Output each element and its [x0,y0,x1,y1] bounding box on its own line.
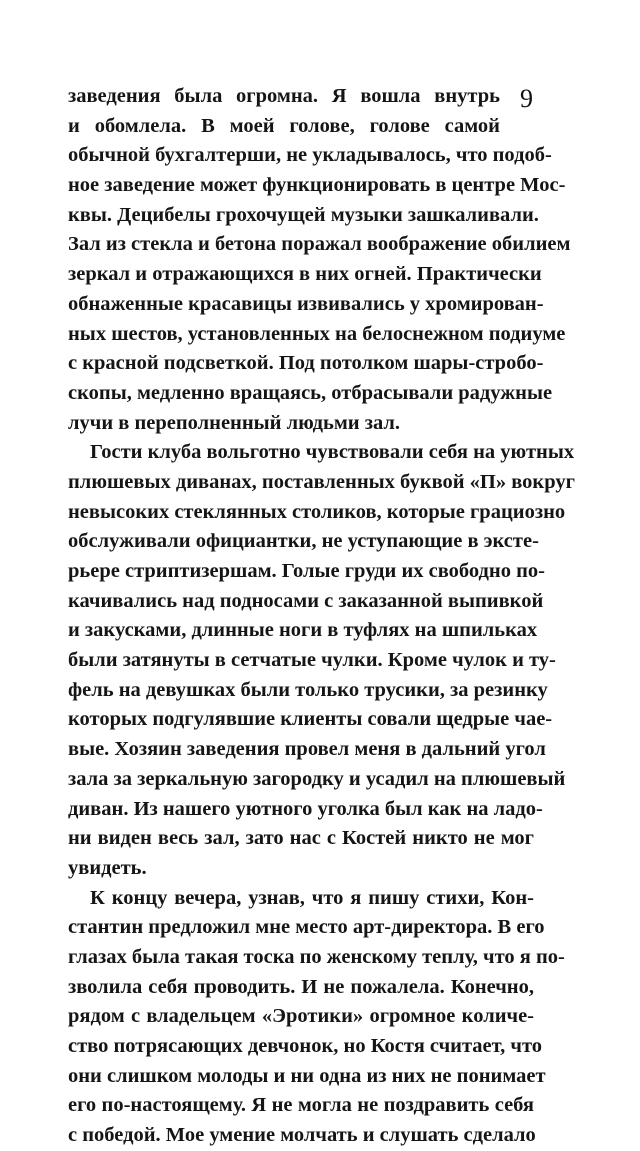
text-line: лучи в переполненный людьми зал. [68,411,401,434]
text-line: стантин предложил мне место арт-директора. В его [68,916,545,939]
text-line: качивались над подносами с заказанной выпивкой [68,589,544,612]
text-line: они слишком молоды и ни одна из них не понимает [68,1064,546,1087]
text-line: ных шестов, установленных на белоснежном подиуме [68,322,566,345]
text-line: ство потрясающих девчонок, но Костя считает, что [68,1035,543,1057]
text-line: К концу вечера, узнав, что я пишу стихи, Кон- [90,886,534,909]
text-line: скопы, медленно вращаясь, отбрасывали радужные [68,381,553,404]
text-line: обычной бухгалтерши, не укладывалось, что подоб- [68,144,552,167]
text-line: фель на девушках были только трусики, за резинку [68,678,548,701]
text-line: зала за зеркальную загородку и усадил на плюшевый [68,767,566,790]
body-text [68,82,575,1151]
text-line: были затянуты в сетчатые чулки. Кроме чулок и ту- [68,649,556,672]
text-line: квы. Децибелы грохочущей музыки зашкаливали. [68,203,539,226]
text-line: его по-настоящему. Я не могла не поздравить себя [68,1094,534,1117]
page-number: 9 [520,84,533,113]
text-line: заведения была огромна. Я вошла внутрь [68,85,500,107]
text-line: с красной подсветкой. Под потолком шары-стробо- [68,352,544,375]
text-line: рядом с владельцем «Эротики» огромное количе- [68,1005,534,1028]
text-line: с победой. Мое умение молчать и слушать сделало [68,1124,536,1147]
text-line: обнаженные красавицы извивались у хромирован- [68,292,544,315]
text-line: глазах была такая тоска по женскому теплу, что я по- [68,945,565,968]
text-line: и закусками, длинные ноги в туфлях на шпильках [68,619,538,642]
text-line: плюшевых диванах, поставленных буквой «П» вокруг [68,470,575,493]
text-line: ное заведение может функционировать в центре Мос- [68,174,566,197]
text-line: рьере стриптизершам. Голые груди их свободно по- [68,560,546,582]
text-line: и обомлела. В моей голове, голове самой [68,114,500,137]
text-line: увидеть. [68,856,147,879]
text-line: диван. Из нашего уютного уголка был как на ладо- [68,797,543,820]
text-line: зеркал и отражающихся в них огней. Практически [68,263,542,286]
text-line: обслуживали официантки, не уступающие в эксте- [68,530,539,553]
text-line: невысоких стеклянных столиков, которые грациозно [68,500,566,523]
text-line: вые. Хозяин заведения провел меня в дальний угол [68,738,546,761]
text-line: зволила себя проводить. И не пожалела. Конечно, [68,975,534,998]
text-line: Зал из стекла и бетона поражал воображение обилием [68,233,571,256]
text-line: ни виден весь зал, зато нас с Костей никто не мог [68,827,534,850]
text-line: Гости клуба вольготно чувствовали себя на уютных [90,441,575,464]
text-line: которых подгулявшие клиенты совали щедрые чае- [68,708,553,731]
